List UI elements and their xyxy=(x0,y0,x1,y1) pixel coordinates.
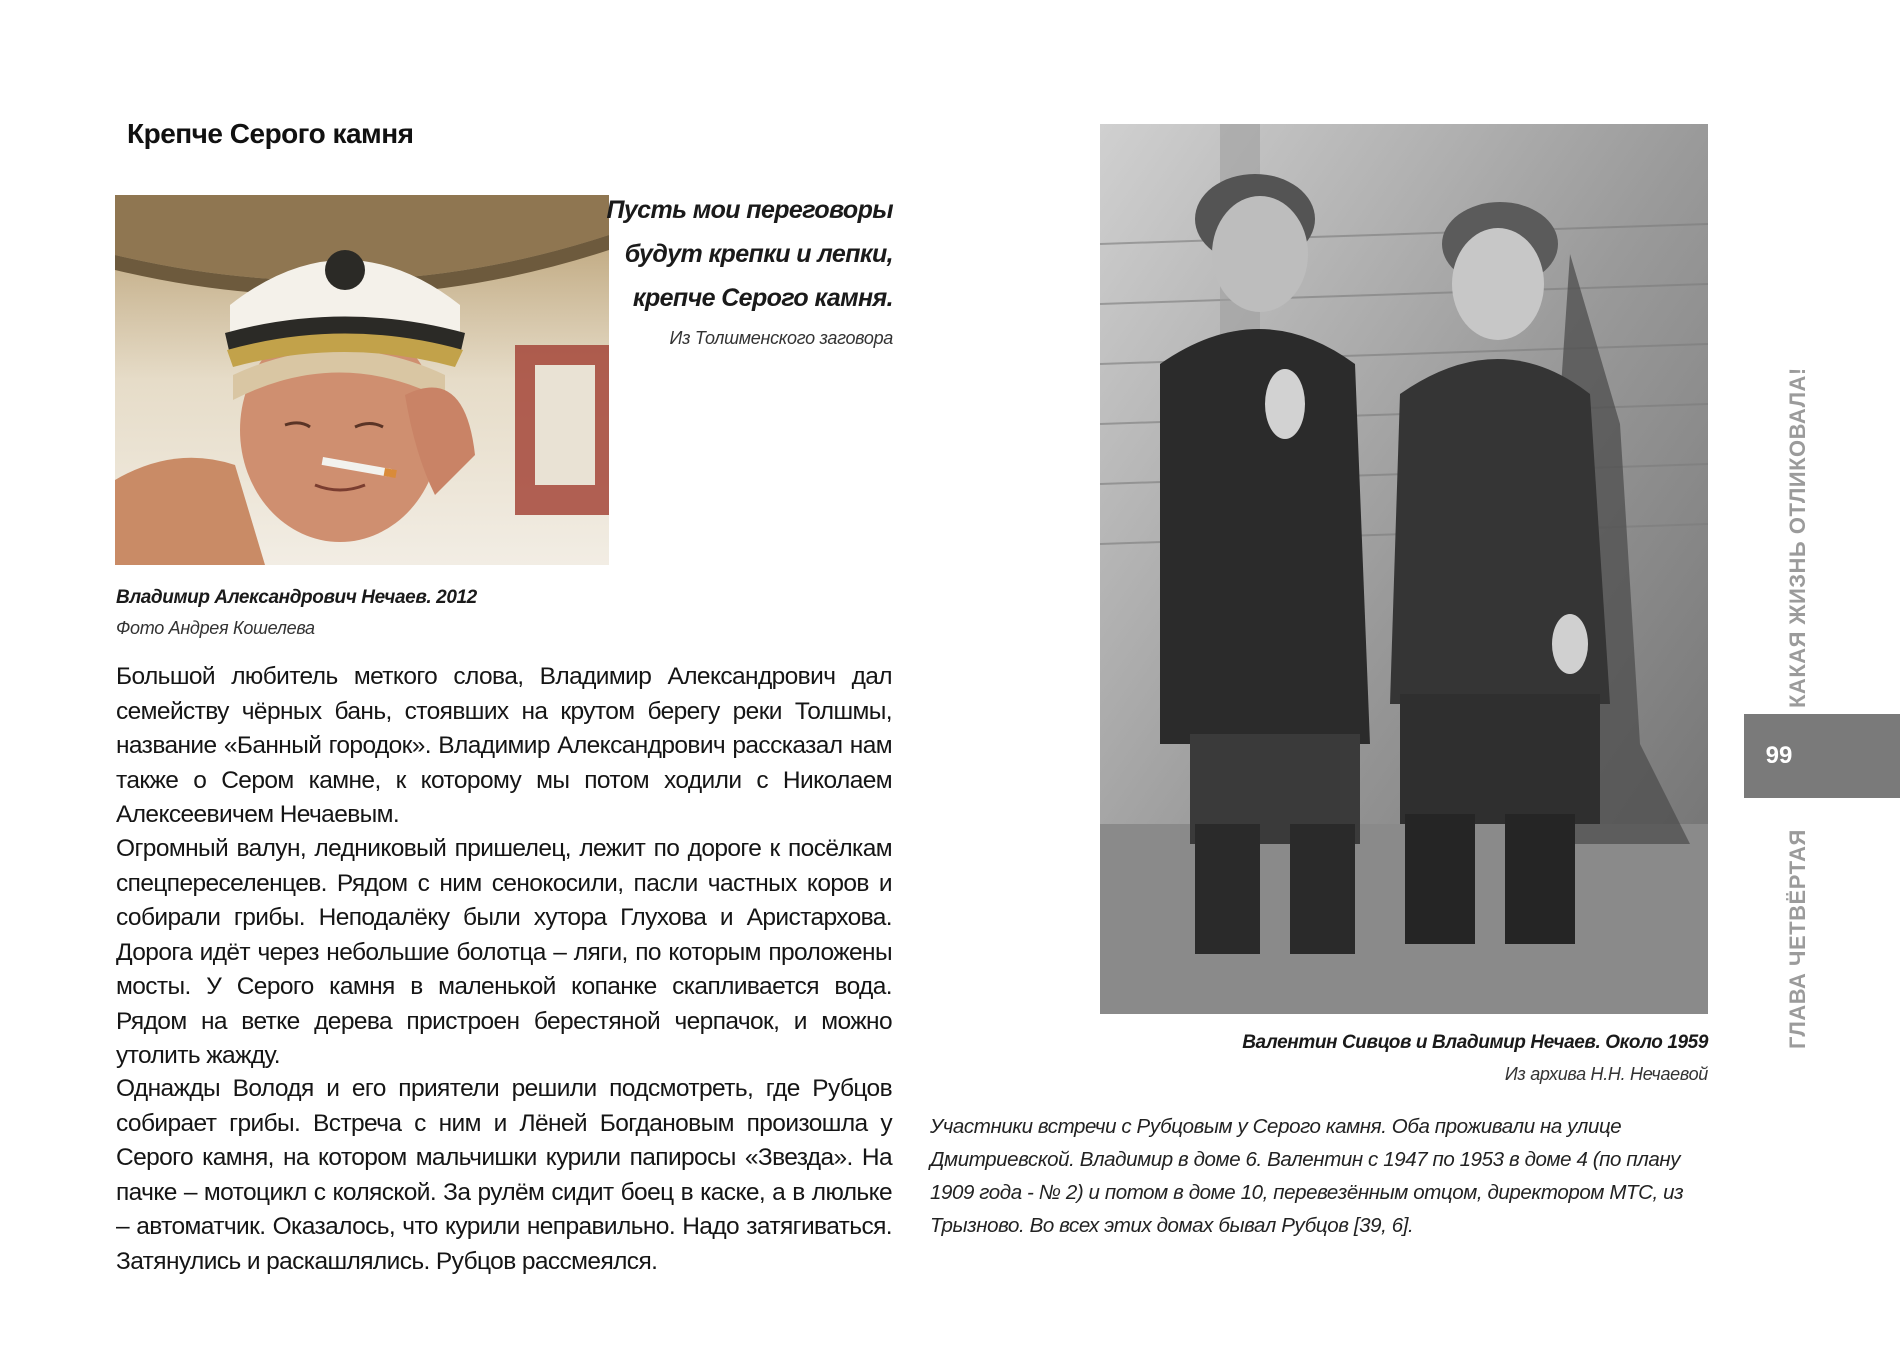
cap-lettering: CAPTAIN xyxy=(325,292,365,302)
body-paragraph: Большой любитель меткого слова, Владимир Александрович дал семейству чёрных бань, стоявших на крутом берегу реки Толшмы, название «Банный городок». Владимир Александрович рассказал нам также о Сером камне, к которому мы потом ходили с Николаем Алексеевичем Нечаевым. xyxy=(116,663,892,828)
body-paragraph: Огромный валун, ледниковый пришелец, лежит по дороге к посёлкам спецпереселенцев. Рядом с ним сенокосили, пасли частных коров и собирали грибы. Неподалёку были хутора Глухова и Аристархова. Дорога идёт через небольшие болотца – ляги, по которым проложены мосты. У Серого камня в маленькой копанке скапливается вода. Рядом на ветке дерева пристроен берестяной черпачок, и можно утолить жажду. xyxy=(116,835,892,1069)
body-paragraph: Однажды Володя и его приятели решили подсмотреть, где Рубцов собирает грибы. Встреча с ним и Лёней Богдановым произошла у Серого камня, на котором мальчишки курили папиросы «Звезда». На пачке – мотоцикл с коляской. За рулём сидит боец в каске, а в люльке – автоматчик. Оказалось, что курили неправильно. Надо затягиваться. Затянулись и раскашлялись. Рубцов рассмеялся. xyxy=(116,1075,892,1275)
epigraph-line: Пусть мои переговоры xyxy=(606,196,893,224)
archive-illustration xyxy=(1100,124,1708,1014)
section-title: Крепче Серого камня xyxy=(127,118,414,149)
archive-credit: Из архива Н.Н. Нечаевой xyxy=(1504,1064,1708,1084)
portrait-photo xyxy=(115,195,609,565)
chapter-label-text: ГЛАВА ЧЕТВЁРТАЯ xyxy=(1785,829,1810,1049)
epigraph-line: крепче Серого камня. xyxy=(632,284,893,312)
archive-note: Участники встречи с Рубцовым у Серого камня. Оба проживали на улице Дмитриевской. Владимир в доме 6. Валентин с 1947 по 1953 в доме 4 (по плану 1909 года - № 2) и потом в доме 10, перевезённым отцом, директором МТС, из Трызново. Во всех этих домах бывал Рубцов [39, 6]. xyxy=(930,1115,1684,1237)
portrait-illustration xyxy=(115,195,609,565)
page-number: 99 xyxy=(1765,742,1793,769)
epigraph-source: Из Толшменского заговора xyxy=(669,328,893,348)
archive-photo xyxy=(1100,124,1708,1014)
epigraph-line: будут крепки и лепки, xyxy=(624,240,893,268)
chapter-title-text: КАКАЯ ЖИЗНЬ ОТЛИКОВАЛА! xyxy=(1785,367,1810,708)
portrait-credit: Фото Андрея Кошелева xyxy=(116,618,315,638)
epigraph xyxy=(560,188,893,320)
portrait-caption: Владимир Александрович Нечаев. 2012 xyxy=(116,587,477,608)
archive-caption: Валентин Сивцов и Владимир Нечаев. Около 1959 xyxy=(1242,1032,1708,1053)
